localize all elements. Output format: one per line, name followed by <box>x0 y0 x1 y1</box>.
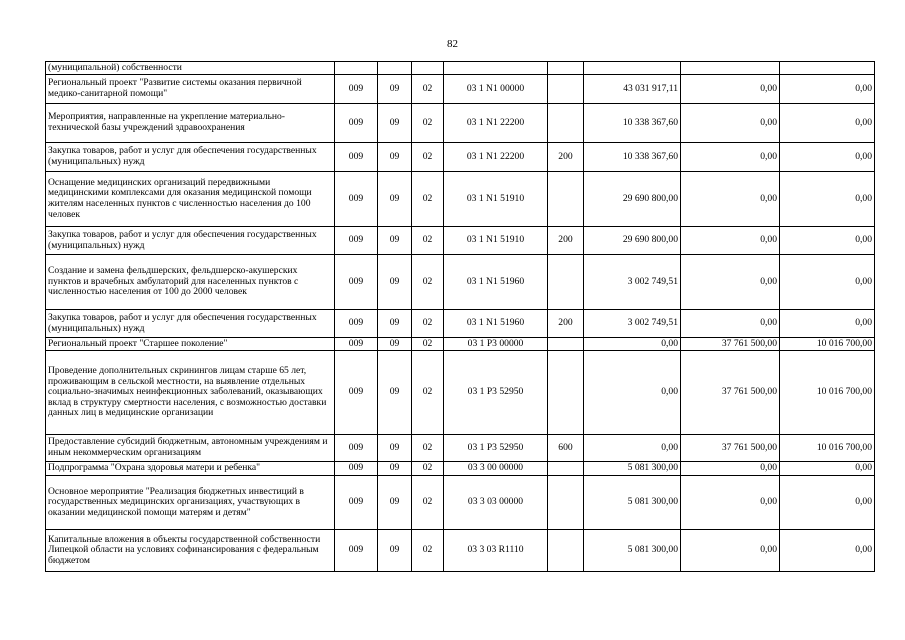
row-name: (муниципальной) собственности <box>46 62 335 75</box>
subsection-code <box>412 62 444 75</box>
amount-year-2: 0,00 <box>681 310 780 338</box>
amount-year-2 <box>681 62 780 75</box>
amount-year-2: 0,00 <box>681 227 780 255</box>
amount-year-2: 0,00 <box>681 143 780 172</box>
amount-year-3: 0,00 <box>780 104 875 143</box>
amount-year-1: 3 002 749,51 <box>584 310 681 338</box>
table-row <box>46 172 875 227</box>
subsection-code: 02 <box>412 338 444 351</box>
expense-type-code <box>548 351 584 435</box>
section-code: 09 <box>378 351 412 435</box>
ministry-code: 009 <box>335 476 378 530</box>
subsection-code: 02 <box>412 227 444 255</box>
amount-year-3: 0,00 <box>780 255 875 310</box>
subsection-code: 02 <box>412 75 444 104</box>
section-code: 09 <box>378 104 412 143</box>
section-code: 09 <box>378 338 412 351</box>
expense-type-code <box>548 104 584 143</box>
row-name: Региональный проект "Развитие системы оказания первичной медико-санитарной помощи" <box>46 75 335 104</box>
row-name: Закупка товаров, работ и услуг для обеспечения государственных (муниципальных) нужд <box>46 227 335 255</box>
expense-type-code: 200 <box>548 227 584 255</box>
ministry-code: 009 <box>335 104 378 143</box>
table-row <box>46 530 875 572</box>
expense-type-code: 600 <box>548 435 584 462</box>
section-code: 09 <box>378 435 412 462</box>
target-article-code: 03 1 N1 22200 <box>444 104 548 143</box>
section-code: 09 <box>378 530 412 572</box>
section-code: 09 <box>378 172 412 227</box>
amount-year-1: 29 690 800,00 <box>584 227 681 255</box>
subsection-code: 02 <box>412 143 444 172</box>
section-code: 09 <box>378 310 412 338</box>
ministry-code: 009 <box>335 530 378 572</box>
amount-year-1: 3 002 749,51 <box>584 255 681 310</box>
amount-year-3 <box>780 62 875 75</box>
expense-type-code <box>548 530 584 572</box>
ministry-code <box>335 62 378 75</box>
target-article-code: 03 3 03 00000 <box>444 476 548 530</box>
expense-type-code: 200 <box>548 143 584 172</box>
subsection-code: 02 <box>412 310 444 338</box>
expense-type-code <box>548 462 584 476</box>
target-article-code: 03 3 00 00000 <box>444 462 548 476</box>
table-row <box>46 255 875 310</box>
amount-year-3: 10 016 700,00 <box>780 435 875 462</box>
ministry-code: 009 <box>335 435 378 462</box>
amount-year-2: 0,00 <box>681 172 780 227</box>
target-article-code: 03 1 N1 51960 <box>444 310 548 338</box>
row-name: Оснащение медицинских организаций передвижными медицинскими комплексами для оказания медицинской помощи жителям населенных пунктов с численностью населения до 100 человек <box>46 172 335 227</box>
amount-year-1: 10 338 367,60 <box>584 104 681 143</box>
amount-year-1: 0,00 <box>584 338 681 351</box>
section-code: 09 <box>378 476 412 530</box>
subsection-code: 02 <box>412 462 444 476</box>
target-article-code: 03 1 N1 51910 <box>444 227 548 255</box>
ministry-code: 009 <box>335 310 378 338</box>
table-row <box>46 351 875 435</box>
section-code <box>378 62 412 75</box>
amount-year-3: 0,00 <box>780 143 875 172</box>
target-article-code: 03 1 N1 22200 <box>444 143 548 172</box>
expense-type-code <box>548 255 584 310</box>
amount-year-1: 0,00 <box>584 351 681 435</box>
expense-type-code <box>548 338 584 351</box>
table-row <box>46 143 875 172</box>
target-article-code <box>444 62 548 75</box>
amount-year-2: 37 761 500,00 <box>681 351 780 435</box>
row-name: Закупка товаров, работ и услуг для обеспечения государственных (муниципальных) нужд <box>46 143 335 172</box>
amount-year-2: 0,00 <box>681 104 780 143</box>
ministry-code: 009 <box>335 255 378 310</box>
budget-table <box>45 61 875 572</box>
ministry-code: 009 <box>335 143 378 172</box>
row-name: Создание и замена фельдшерских, фельдшерско-акушерских пунктов и врачебных амбулаторий для населенных пунктов с численностью населения от 100 до 2000 человек <box>46 255 335 310</box>
target-article-code: 03 1 P3 00000 <box>444 338 548 351</box>
ministry-code: 009 <box>335 75 378 104</box>
amount-year-1 <box>584 62 681 75</box>
amount-year-2: 0,00 <box>681 75 780 104</box>
expense-type-code <box>548 75 584 104</box>
row-name: Основное мероприятие "Реализация бюджетных инвестиций в государственных медицинских организациях, участвующих в оказании медицинской помощи матерям и детям" <box>46 476 335 530</box>
ministry-code: 009 <box>335 172 378 227</box>
amount-year-3: 0,00 <box>780 227 875 255</box>
table-row <box>46 75 875 104</box>
amount-year-3: 0,00 <box>780 75 875 104</box>
row-name: Предоставление субсидий бюджетным, автономным учреждениям и иным некоммерческим организациям <box>46 435 335 462</box>
row-name: Региональный проект "Старшее поколение" <box>46 338 335 351</box>
section-code: 09 <box>378 462 412 476</box>
ministry-code: 009 <box>335 227 378 255</box>
subsection-code: 02 <box>412 435 444 462</box>
subsection-code: 02 <box>412 476 444 530</box>
subsection-code: 02 <box>412 255 444 310</box>
section-code: 09 <box>378 143 412 172</box>
table-row <box>46 338 875 351</box>
amount-year-3: 0,00 <box>780 310 875 338</box>
amount-year-3: 0,00 <box>780 462 875 476</box>
amount-year-1: 5 081 300,00 <box>584 530 681 572</box>
table-row <box>46 435 875 462</box>
subsection-code: 02 <box>412 530 444 572</box>
page-number: 82 <box>447 38 458 50</box>
table-row <box>46 227 875 255</box>
row-name: Капитальные вложения в объекты государственной собственности Липецкой области на условиях софинансирования с федеральным бюджетом <box>46 530 335 572</box>
amount-year-3: 0,00 <box>780 172 875 227</box>
amount-year-3: 10 016 700,00 <box>780 338 875 351</box>
amount-year-3: 0,00 <box>780 530 875 572</box>
target-article-code: 03 1 P3 52950 <box>444 435 548 462</box>
target-article-code: 03 3 03 R1110 <box>444 530 548 572</box>
target-article-code: 03 1 N1 00000 <box>444 75 548 104</box>
ministry-code: 009 <box>335 462 378 476</box>
row-name: Проведение дополнительных скринингов лицам старше 65 лет, проживающим в сельской местности, на выявление отдельных социально-значимых неинфекционных заболеваний, оказывающих вклад в структуру смертности населения, с возможностью доставки данных лиц в медицинские организации <box>46 351 335 435</box>
amount-year-2: 0,00 <box>681 255 780 310</box>
table-row <box>46 104 875 143</box>
amount-year-1: 29 690 800,00 <box>584 172 681 227</box>
expense-type-code: 200 <box>548 310 584 338</box>
table-row <box>46 476 875 530</box>
target-article-code: 03 1 P3 52950 <box>444 351 548 435</box>
expense-type-code <box>548 62 584 75</box>
amount-year-2: 37 761 500,00 <box>681 435 780 462</box>
target-article-code: 03 1 N1 51910 <box>444 172 548 227</box>
target-article-code: 03 1 N1 51960 <box>444 255 548 310</box>
expense-type-code <box>548 476 584 530</box>
amount-year-1: 5 081 300,00 <box>584 462 681 476</box>
section-code: 09 <box>378 255 412 310</box>
section-code: 09 <box>378 227 412 255</box>
table-row <box>46 462 875 476</box>
amount-year-3: 0,00 <box>780 476 875 530</box>
amount-year-2: 0,00 <box>681 462 780 476</box>
row-name: Закупка товаров, работ и услуг для обеспечения государственных (муниципальных) нужд <box>46 310 335 338</box>
row-name: Подпрограмма "Охрана здоровья матери и ребенка" <box>46 462 335 476</box>
ministry-code: 009 <box>335 338 378 351</box>
amount-year-1: 10 338 367,60 <box>584 143 681 172</box>
table-row <box>46 62 875 75</box>
amount-year-2: 0,00 <box>681 530 780 572</box>
amount-year-2: 37 761 500,00 <box>681 338 780 351</box>
subsection-code: 02 <box>412 351 444 435</box>
amount-year-1: 5 081 300,00 <box>584 476 681 530</box>
subsection-code: 02 <box>412 172 444 227</box>
amount-year-3: 10 016 700,00 <box>780 351 875 435</box>
section-code: 09 <box>378 75 412 104</box>
ministry-code: 009 <box>335 351 378 435</box>
expense-type-code <box>548 172 584 227</box>
amount-year-1: 43 031 917,11 <box>584 75 681 104</box>
table-row <box>46 310 875 338</box>
row-name: Мероприятия, направленные на укрепление материально-технической базы учреждений здравоохранения <box>46 104 335 143</box>
amount-year-2: 0,00 <box>681 476 780 530</box>
amount-year-1: 0,00 <box>584 435 681 462</box>
subsection-code: 02 <box>412 104 444 143</box>
